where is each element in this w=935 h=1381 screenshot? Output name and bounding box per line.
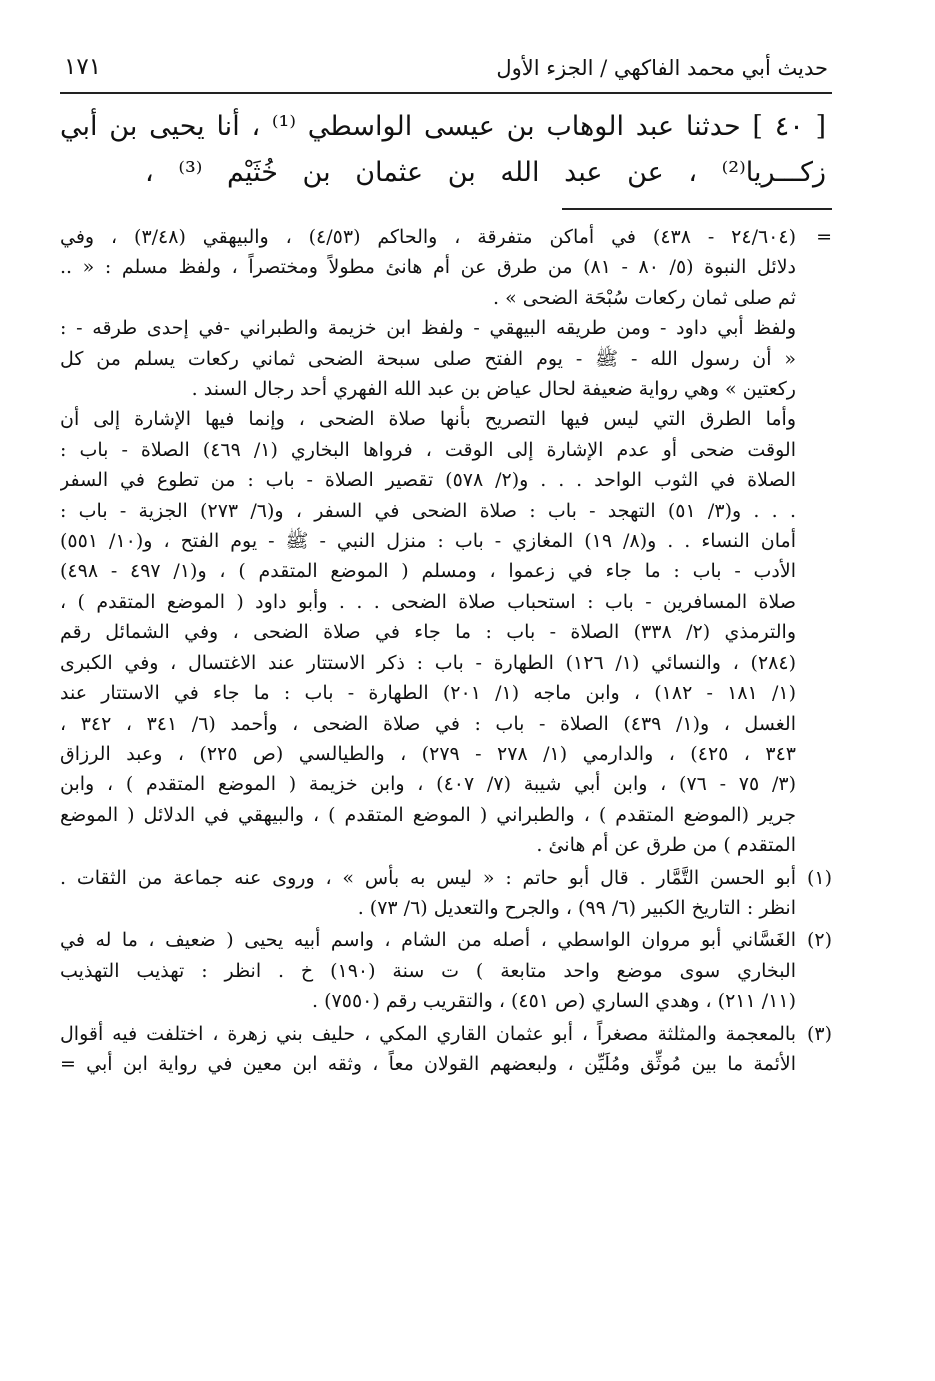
- footnote-marker: (٣): [806, 1022, 832, 1045]
- continuation-marker: =: [816, 226, 832, 248]
- main-text-line: [ ٤٠ ] حدثنا عبد الوهاب بن عيسى الواسطي ⁽¹⁾ ، أنا يحيى بن أبي: [60, 111, 826, 142]
- footnote-line: بالمعجمة والمثلثة مصغراً ، أبو عثمان القاري المكي ، حليف بني زهرة ، اختلفت فيه أقوال: [60, 1022, 796, 1045]
- footnote-line: ولفظ أبي داود - ومن طريقه البيهقي - ولفظ ابن خزيمة والطبراني -في إحدى طرقه - :: [60, 317, 796, 340]
- footnote-line: أمان النساء . . و(٨/ ١٩) المغازي - باب : منزل النبي - ﷺ - يوم الفتح ، و(١٠/ ٥٥١): [60, 530, 796, 553]
- footnote-line: الغَسَّاني أبو مروان الواسطي ، أصله من الشام ، واسم أبيه يحيى ( ضعيف ، ما له في: [60, 929, 796, 952]
- running-title: حديث أبي محمد الفاكهي / الجزء الأول: [496, 56, 828, 80]
- footnote-line: (٢٨٤) ، والنسائي (١/ ١٢٦) الطهارة - باب : ذكر الاستتار عند الاغتسال ، وفي الكبرى: [60, 651, 796, 674]
- footnote-divider: [562, 208, 832, 210]
- footnote-line: (٢٤/٦٠٤ - ٤٣٨) في أماكن متفرقة ، والحاكم (٤/٥٣) ، والبيهقي (٣/٤٨) ، وفي: [60, 226, 796, 248]
- footnote-2: [60, 925, 832, 1016]
- footnote-marker: (١): [806, 866, 832, 889]
- footnote-1: [60, 863, 832, 924]
- footnote-line: دلائل النبوة (٥/ ٨٠ - ٨١) من طرق عن أم هانئ مطولاً ومختصراً ، ولفظ مسلم : « ..: [60, 256, 796, 279]
- footnote-line: الغسل ، و(١/ ٤٣٩) الصلاة - باب : في صلاة الضحى ، وأحمد (٦/ ٣٤١ ، ٣٤٢ ،: [60, 712, 796, 735]
- footnote-line: « أن رسول الله - ﷺ - يوم الفتح صلى سبحة الضحى ثماني ركعات يسلم من كل: [60, 347, 796, 370]
- footnote-3: [60, 1019, 832, 1080]
- footnote-marker: (٢): [806, 929, 832, 952]
- footnote-line: الأئمة ما بين مُوثِّق ومُلَيِّن ، ولبعضهم القولان معاً ، وثقه ابن معين في رواية ابن أبي =: [60, 1052, 796, 1075]
- footnote-line: الأدب - باب : ما جاء في زعموا ، ومسلم ( الموضع المتقدم ) ، و(١/ ٤٩٧ - ٤٩٨): [60, 560, 796, 583]
- footnote-line: (١/ ١٨١ - ١٨٢) ، وابن ماجه (١/ ٢٠١) الطهارة - باب : ما جاء في الاستتار عند: [60, 682, 796, 705]
- footnote-line: الوقت ضحى أو عدم الإشارة إلى الوقت ، فرواها البخاري (١/ ٤٦٩) الصلاة - باب :: [60, 438, 796, 461]
- footnote-line: وأما الطرق التي ليس فيها التصريح بأنها صلاة الضحى ، وإنما فيها الإشارة إلى أن: [60, 408, 796, 431]
- footnote-line: ٣٤٣ ، ٤٢٥) ، والدارمي (١/ ٢٧٨ - ٢٧٩) ، والطيالسي (ص ٢٢٥) ، وعبد الرزاق: [60, 742, 796, 765]
- footnote-line: انظر : التاريخ الكبير (٦/ ٩٩) ، والجرح والتعديل (٦/ ٧٣) .: [357, 896, 796, 919]
- footnote-line: (٣/ ٧٥ - ٧٦) ، وابن أبي شيبة (٧/ ٤٠٧) ، وابن خزيمة ( الموضع المتقدم ) ، وابن: [60, 773, 796, 796]
- footnote-line: ركعتين » وهي رواية ضعيفة لحال عياض بن عبد الله الفهري أحد رجال السند .: [191, 378, 796, 401]
- page-header: [60, 48, 832, 94]
- page-number: ١٧١: [64, 54, 102, 80]
- footnote-line: (١١/ ٢١١) ، وهدي الساري (ص ٤٥١) ، والتقريب رقم (٧٥٥٠) .: [312, 990, 796, 1013]
- footnote-line: والترمذي (٢/ ٣٣٨) الصلاة - باب : ما جاء في صلاة الضحى ، وفي الشمائل رقم: [60, 621, 796, 644]
- main-text-line: زكـــريا⁽²⁾ ، عن عبد الله بن عثمان بن خُثَيْم ⁽³⁾ ،: [145, 157, 826, 188]
- book-page: [60, 48, 832, 1079]
- footnotes: [60, 222, 832, 1079]
- footnote-line: المتقدم ) من طرق عن أم هانئ .: [536, 834, 796, 857]
- footnote-line: ثم صلى ثمان ركعات سُبْحَة الضحى » .: [493, 286, 796, 309]
- footnote-continuation: [60, 222, 832, 861]
- main-text: [60, 104, 832, 196]
- footnote-line: البخاري سوى موضع واحد متابعة ) ت سنة (١٩٠) خ . انظر : تهذيب التهذيب: [60, 959, 796, 982]
- footnote-line: أبو الحسن التَّمَّار . قال أبو حاتم : « ليس به بأس » ، وروى عنه جماعة من الثقات .: [60, 866, 796, 889]
- footnote-line: الصلاة في الثوب الواحد . . . و(٢/ ٥٧٨) تقصير الصلاة - باب : من تطوع في السفر: [60, 469, 796, 492]
- footnote-line: جرير (الموضع المتقدم ) ، والطبراني ( الموضع المتقدم ) ، والبيهقي في الدلائل ( الموضع: [60, 803, 796, 826]
- footnote-line: صلاة المسافرين - باب : استحباب صلاة الضحى . . . وأبو داود ( الموضع المتقدم ) ،: [60, 590, 796, 613]
- footnote-line: . . . و(٣/ ٥١) التهجد - باب : صلاة الضحى في السفر ، و(٦/ ٢٧٣) الجزية - باب :: [60, 499, 796, 522]
